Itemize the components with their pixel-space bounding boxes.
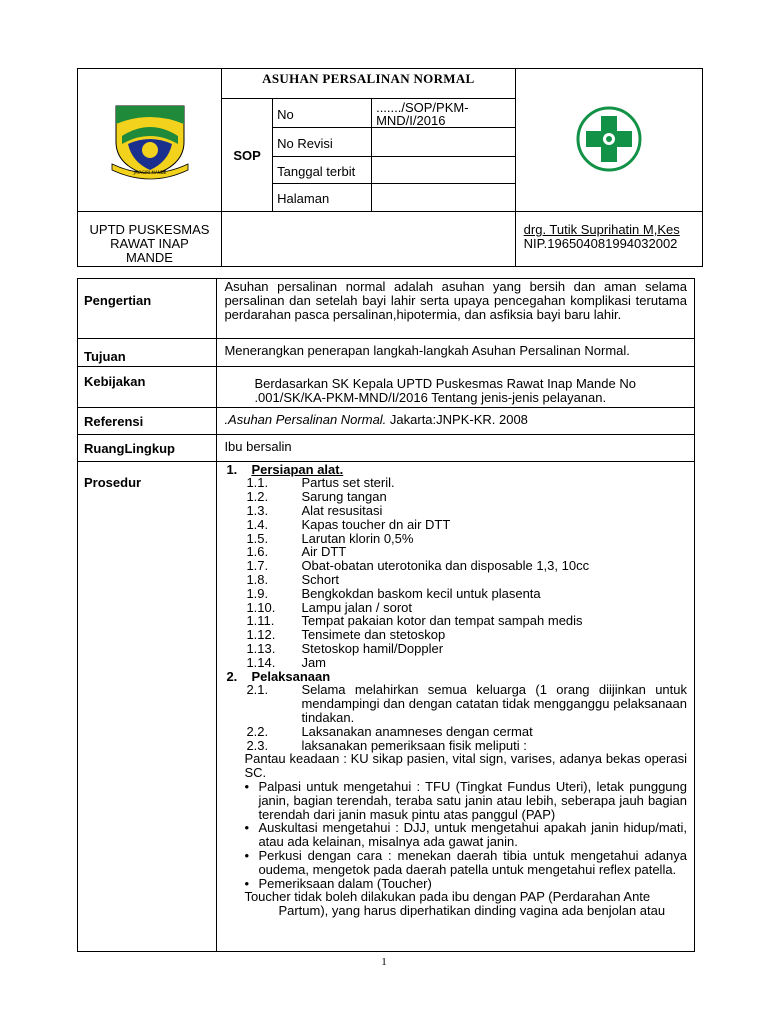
pantau-paragraph: Pantau keadaan : KU sikap pasien, vital sign, varises, adanya bekas operasi SC. [244,751,687,781]
bullet-item: • Auskultasi mengetahui : DJJ, untuk mengetahui apakah janin hidup/mati, atau ada kelainan, misalnya ada gawat janin. [244,820,687,850]
text-prosedur [217,461,695,951]
sop-header-table [77,68,703,267]
list-item: 1.5. Larutan klorin 0,5% [246,530,414,546]
list-item: 2.2. Laksanakan anamneses dengan cermat [246,723,533,739]
field-label-revisi: No Revisi [273,128,372,157]
list-item: 2.1. Selama melahirkan semua keluarga (1 orang diijinkan untuk mendampingi dan dengan catatan tidak mengganggu pelaksanaan tindakan. [246,682,687,725]
list-item: 1.12. Tensimete dan stetoskop [246,627,446,643]
text-pengertian: Asuhan persalinan normal adalah asuhan yang bersih dan aman selama persalinan dan setelah bayi lahir serta upaya pencegahan komplikasi terutama perdarahan pasca persalinan,hipotermia, dan asfiksia bayi baru lahir. [217,279,695,339]
empty-cell [222,212,516,267]
field-value-no: ......./SOP/PKM-MND/I/2016 [372,99,516,128]
organization-name: UPTD PUSKESMAS RAWAT INAP MANDE [78,212,222,267]
list-item: 1.6. Air DTT [246,544,347,560]
list-item: 1.3. Alat resusitasi [246,502,383,518]
field-value-tanggal [372,157,516,184]
bullet-item: • Perkusi dengan cara : menekan daerah tibia untuk mengetahui adanya oudema, mengetok pada daerah patella untuk mengetahui reflex patella. [244,847,687,877]
sop-label: SOP [222,99,273,212]
list-item: 1.1. Partus set steril. [246,475,395,491]
list-item: 1.11. Tempat pakaian kotor dan tempat sampah medis [246,613,583,629]
text-kebijakan: Berdasarkan SK Kepala UPTD Puskesmas Rawat Inap Mande No .001/SK/KA-PKM-MND/I/2016 Tentang jenis-jenis pelayanan. [217,367,695,408]
text-referensi: .Asuhan Persalinan Normal. Jakarta:JNPK-KR. 2008 [217,407,695,434]
logo-cell [78,69,222,212]
bullet-item: • Palpasi untuk mengetahui : TFU (Tingkat Fundus Uteri), letak punggung janin, bagian terendah, teraba satu janin atau lebih, seberapa jauh bagian terendah dari janin masuk pintu atas panggul (PAP) [244,778,687,822]
page-number: 1 [381,956,387,968]
puskesmas-cross-icon [574,104,644,174]
field-label-halaman: Halaman [273,184,372,212]
label-ruang-lingkup: RuangLingkup [78,434,217,461]
label-kebijakan: Kebijakan [78,367,217,408]
bullet-icon: • [244,820,249,836]
sop-content-table [77,278,695,952]
regency-emblem-icon [78,84,221,194]
bullet-icon: • [244,847,249,863]
text-ruang-lingkup: Ibu bersalin [217,434,695,461]
svg-text:JAYAGIRI MANDE: JAYAGIRI MANDE [133,169,167,175]
list-item: 1.9. Bengkokdan baskom kecil untuk plasenta [246,585,541,601]
list-item: 1.8. Schort [246,571,340,587]
label-tujuan: Tujuan [78,339,217,367]
bullet-icon: • [244,778,249,794]
field-label-no: No [273,99,372,128]
text-tujuan: Menerangkan penerapan langkah-langkah Asuhan Persalinan Normal. [217,339,695,367]
document-title: ASUHAN PERSALINAN NORMAL [222,69,516,99]
field-label-tanggal: Tanggal terbit [273,157,372,184]
bullet-icon: • [244,875,249,891]
label-prosedur: Prosedur [78,461,217,951]
signer-nip: NIP.196504081994032002 [523,236,678,251]
field-value-halaman [372,184,516,212]
label-referensi: Referensi [78,407,217,434]
section-heading: 2. Pelaksanaan [226,668,331,684]
puskesmas-logo-cell [515,69,702,212]
section-heading: 1. Persiapan alat. [226,461,344,477]
list-item: 1.10. Lampu jalan / sorot [246,599,413,615]
list-item: 1.14. Jam [246,654,326,670]
bullet-item: • Pemeriksaan dalam (Toucher) [244,875,432,891]
procedure-list [224,683,687,752]
label-pengertian: Pengertian [78,279,217,339]
equipment-list [224,476,687,669]
list-item: 1.4. Kapas toucher dn air DTT [246,516,451,532]
exam-bullet-list [224,780,687,890]
signer-name: drg. Tutik Suprihatin M,Kes [523,222,680,237]
list-item: 1.13. Stetoskop hamil/Doppler [246,640,444,656]
field-value-revisi [372,128,516,157]
list-item: 1.2. Sarung tangan [246,489,387,505]
toucher-paragraph: Toucher tidak boleh dilakukan pada ibu dengan PAP (Perdarahan Ante Partum), yang harus diperhatikan dinding vagina ada benjolan atau [244,889,666,919]
list-item: 1.7. Obat-obatan uterotonika dan disposable 1,3, 10cc [246,558,590,574]
list-item: 2.3. laksanakan pemeriksaan fisik meliputi : [246,737,527,753]
signer-block [515,212,702,267]
